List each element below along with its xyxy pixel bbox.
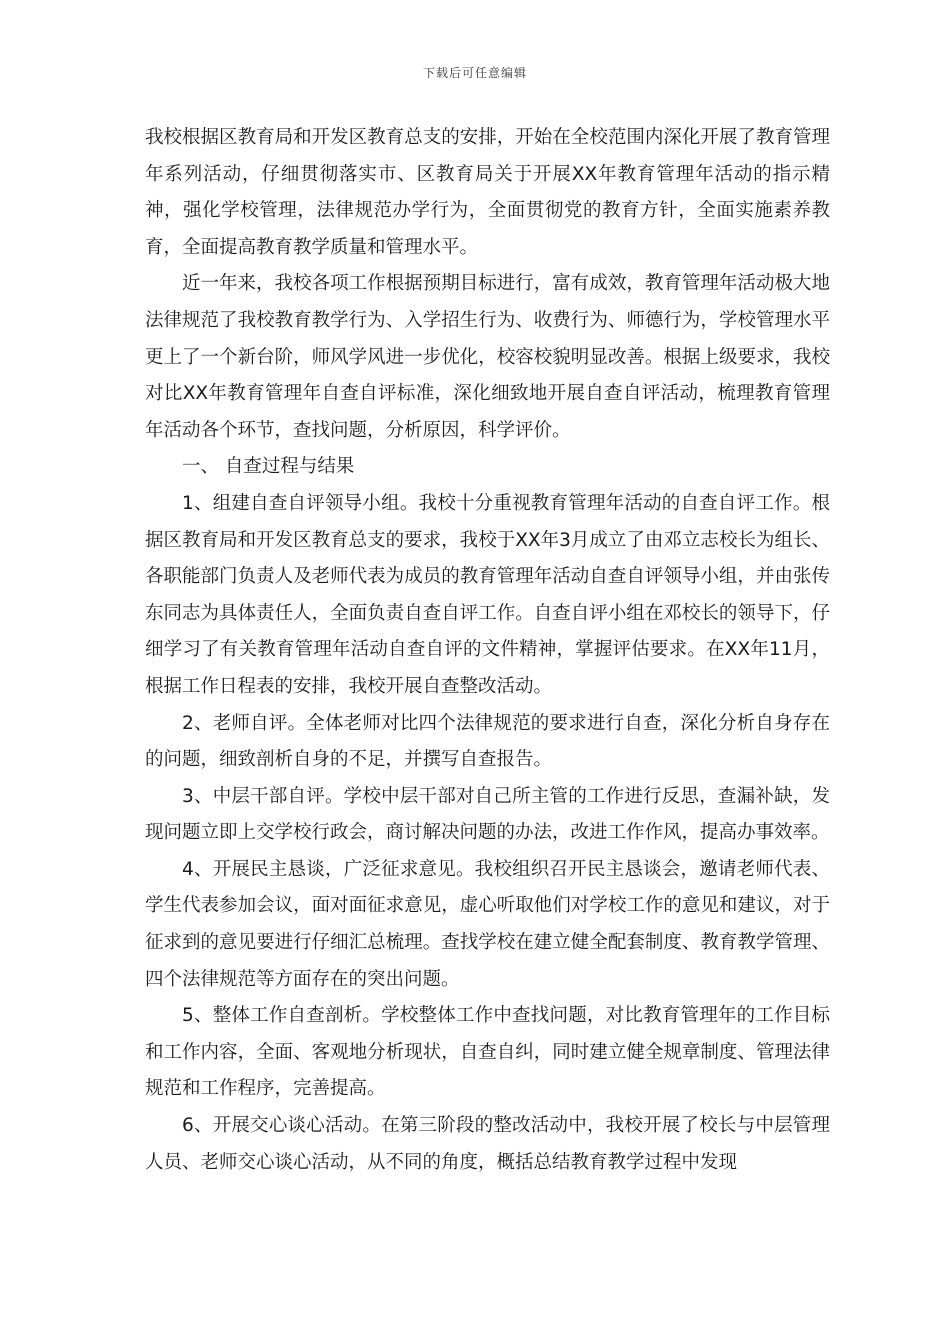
section-heading: 一、 自查过程与结果 — [182, 456, 355, 478]
paragraph-item-1: 1、组建自查自评领导小组。我校十分重视教育管理年活动的自查自评工作。根据区教育局和开发区教育总支的要求，我校于XX年3月成立了由邓立志校长为组长、各职能部门负责人及老师代表为成员的教育管理年活动自查自评领导小组，并由张传东同志为具体责任人，全面负责自查自评工作。自查自评小组在邓校长的领导下，仔细学习了有关教育管理年活动自查自评的文件精神，掌握评估要求。在XX年11月，根据工作日程表的安排，我校开展自查整改活动。 — [145, 492, 830, 697]
paragraph-item-6: 6、开展交心谈心活动。在第三阶段的整改活动中，我校开展了校长与中层管理人员、老师交心谈心活动，从不同的角度，概括总结教育教学过程中发现 — [145, 1115, 830, 1173]
document-body — [145, 120, 830, 1181]
paragraph-summary: 近一年来，我校各项工作根据预期目标进行，富有成效，教育管理年活动极大地法律规范了我校教育教学行为、入学招生行为、收费行为、师德行为，学校管理水平更上了一个新台阶，师风学风进一步优化，校容校貌明显改善。根据上级要求，我校对比XX年教育管理年自查自评标准，深化细致地开展自查自评活动，梳理教育管理年活动各个环节，查找问题，分析原因，科学评价。 — [145, 273, 830, 441]
paragraph-item-2: 2、老师自评。全体老师对比四个法律规范的要求进行自查，深化分析自身存在的问题，细致剖析自身的不足，并撰写自查报告。 — [145, 712, 830, 771]
paragraph-intro: 我校根据区教育局和开发区教育总支的安排，开始在全校范围内深化开展了教育管理年系列活动，仔细贯彻落实市、区教育局关于开展XX年教育管理年活动的指示精神，强化学校管理，法律规范办学行为，全面贯彻党的教育方针，全面实施素养教育，全面提高教育教学质量和管理水平。 — [145, 127, 830, 258]
paragraph-item-4: 4、开展民主恳谈，广泛征求意见。我校组织召开民主恳谈会，邀请老师代表、学生代表参加会议，面对面征求意见，虚心听取他们对学校工作的意见和建议，对于征求到的意见要进行仔细汇总梳理。查找学校在建立健全配套制度、教育教学管理、四个法律规范等方面存在的突出问题。 — [145, 858, 830, 990]
paragraph-item-5: 5、整体工作自查剖析。学校整体工作中查找问题，对比教育管理年的工作目标和工作内容，全面、客观地分析现状，自查自纠，同时建立健全规章制度、管理法律规范和工作程序，完善提高。 — [145, 1005, 830, 1100]
paragraph-item-3: 3、中层干部自评。学校中层干部对自己所主管的工作进行反思，查漏补缺，发现问题立即上交学校行政会，商讨解决问题的办法，改进工作作风，提高办事效率。 — [145, 785, 830, 844]
page-header: 下载后可任意编辑 — [422, 66, 527, 80]
